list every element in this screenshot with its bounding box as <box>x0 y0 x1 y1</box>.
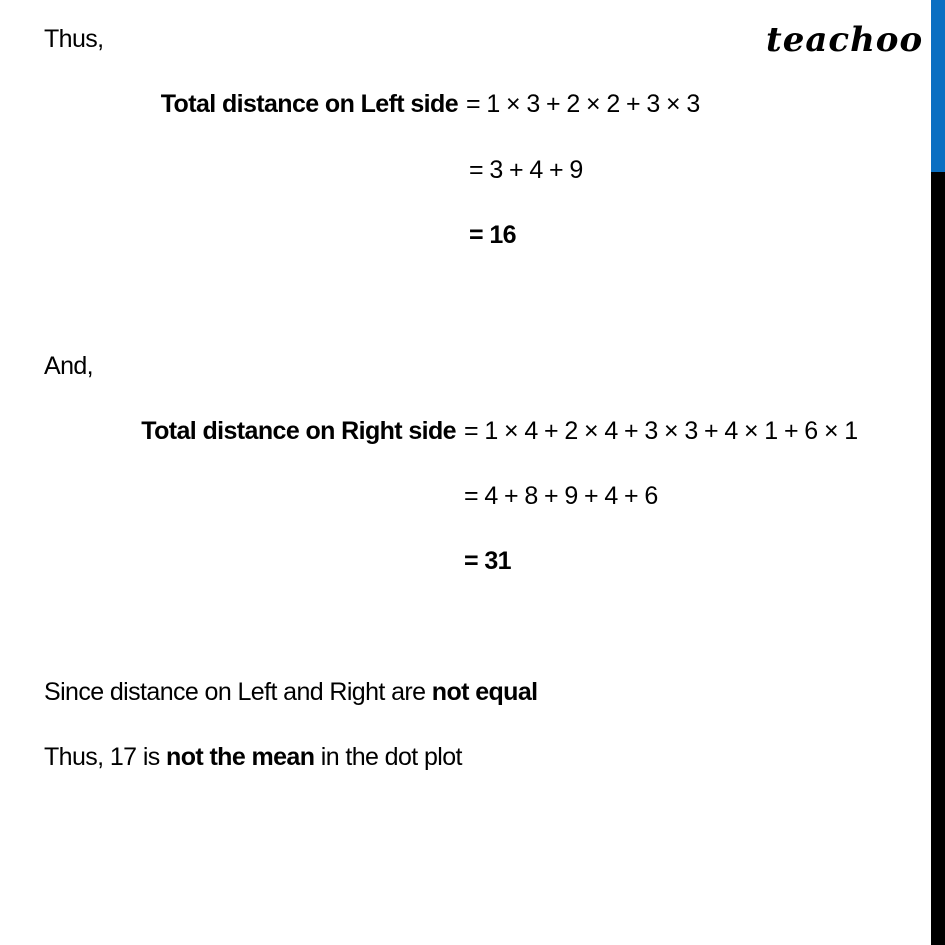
right-side-result: = 31 <box>464 547 511 575</box>
right-side-step2: = 4 + 8 + 9 + 4 + 6 <box>464 482 658 510</box>
conclusion-2-prefix: Thus, 17 is <box>44 743 167 771</box>
conclusion-1-bold: not equal <box>431 678 538 706</box>
connector-text: And, <box>44 352 94 380</box>
conclusion-1-prefix: Since distance on Left and Right are <box>44 678 432 706</box>
right-side-label: Total distance on Right side <box>141 417 456 445</box>
left-side-step2: = 3 + 4 + 9 <box>469 156 583 184</box>
conclusion-line-1 <box>44 677 538 707</box>
right-side-step1: = 1 × 4 + 2 × 4 + 3 × 3 + 4 × 1 + 6 × 1 <box>464 417 858 445</box>
conclusion-line-2 <box>44 742 462 772</box>
conclusion-2-suffix: in the dot plot <box>314 743 462 771</box>
accent-strip-black <box>931 172 945 945</box>
teachoo-logo: teachoo <box>766 20 924 60</box>
conclusion-2-bold: not the mean <box>166 743 315 771</box>
accent-strip-blue <box>931 0 945 172</box>
intro-text: Thus, <box>44 25 104 53</box>
left-side-step1: = 1 × 3 + 2 × 2 + 3 × 3 <box>466 90 700 118</box>
left-side-result: = 16 <box>469 221 516 249</box>
left-side-label: Total distance on Left side <box>160 90 458 118</box>
